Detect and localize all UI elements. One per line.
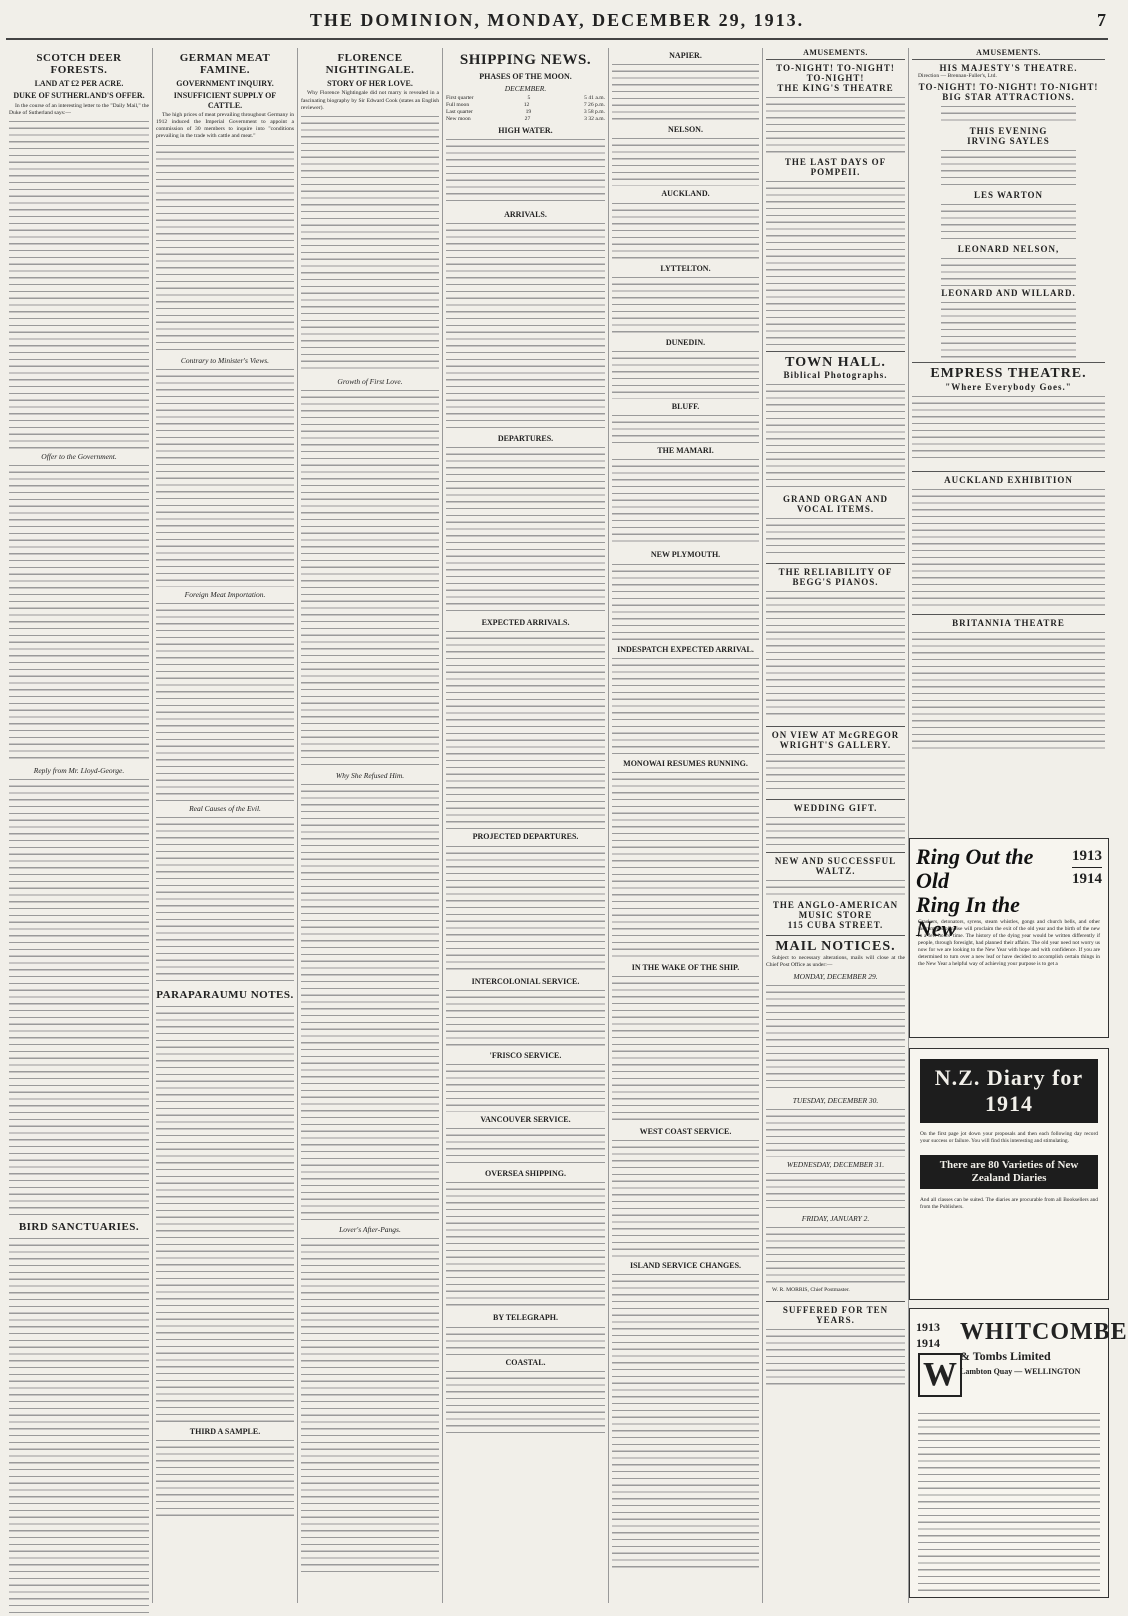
shipping-text <box>612 656 759 756</box>
masthead-rule <box>6 38 1108 40</box>
performer-leonard-willard: LEONARD AND WILLARD. <box>941 288 1076 299</box>
advert-britannia: BRITANNIA THEATRE <box>912 614 1105 755</box>
advert-pompeii: THE LAST DAYS OF POMPEII. <box>784 157 887 177</box>
diary-banner: N.Z. Diary for 1914 <box>920 1059 1098 1123</box>
article-body-text <box>301 114 439 374</box>
advert-waltz: NEW AND SUCCESSFUL WALTZ. THE ANGLO-AMERICAN MUSIC STORE 115 CUBA STREET. <box>766 852 905 933</box>
advert-mcgregor-gallery: ON VIEW AT McGREGOR WRIGHT'S GALLERY. <box>766 726 905 797</box>
article-body-text <box>156 143 294 353</box>
theatre-direction: Direction — Brennan-Fuller's, Ltd. <box>918 73 997 79</box>
whitcombe-name: WHITCOMBE <box>960 1319 1128 1345</box>
shipping-text <box>612 62 759 122</box>
shipping-text <box>612 201 759 261</box>
section-wake-of-ship: IN THE WAKE OF THE SHIP. <box>631 962 740 972</box>
page-number: 7 <box>1097 10 1106 30</box>
mail-notices-intro: Subject to necessary alterations, mails will close at the Chief Post Office as under:— <box>766 954 905 968</box>
section-island-service: ISLAND SERVICE CHANGES. <box>629 1261 742 1271</box>
section-intercolonial: INTERCOLONIAL SERVICE. <box>471 976 580 986</box>
section-telegraph: BY TELEGRAPH. <box>493 1313 558 1323</box>
headline-deer-forests: SCOTCH DEER FORESTS. <box>36 52 122 77</box>
advert-nz-diary <box>909 1048 1109 1300</box>
section-first-love: Growth of First Love. <box>337 376 403 386</box>
headline-meat-famine: GERMAN MEAT FAMINE. <box>179 52 271 77</box>
whitcombe-address: Lambton Quay — WELLINGTON <box>960 1367 1081 1376</box>
masthead <box>0 4 1114 40</box>
shipping-text <box>612 1138 759 1258</box>
advert-text <box>766 95 905 155</box>
article-body-text <box>9 463 149 763</box>
diary-footer-text: And all classes can be suited. The diaries are procurable from all Booksellers and from the Publishers. <box>920 1197 1098 1210</box>
port-lyttelton: LYTTELTON. <box>660 263 711 273</box>
mail-signoff: W. R. MORRIS, Chief Postmaster. <box>772 1287 850 1294</box>
headline-bird-sanctuaries: BIRD SANCTUARIES. <box>18 1220 140 1233</box>
section-departures: DEPARTURES. <box>497 434 554 444</box>
port-nelson: NELSON. <box>668 125 703 135</box>
advert-kings-theatre: THE KING'S THEATRE <box>777 83 894 93</box>
ring-body-text: Crackers, detonators, syrens, steam whistles, gongs and church bells, and other instruments of noise will proclaim the exit of the old year and the birth of the new in a few hours' time. The history of the dying year would be written differently if people, through foresight, had planned their affairs. The old year need not worry us now for we are looking to the New Year with hope and with confidence. If you are determined to turn over a new leaf or have decided to accomplish certain things in the New Year a helpful way of achieving your purpose is to get a <box>918 919 1100 967</box>
section-vancouver: VANCOUVER SERVICE. <box>480 1115 571 1124</box>
shipping-text <box>446 1062 605 1112</box>
mail-day-heading: TUESDAY, DECEMBER 30. <box>792 1096 879 1106</box>
subhead-cattle: INSUFFICIENT SUPPLY OF CATTLE. <box>173 91 277 110</box>
port-bluff: BLUFF. <box>671 401 700 411</box>
column-meat-famine <box>152 48 297 1603</box>
shipping-text <box>446 844 605 974</box>
advert-third-sample: THIRD A SAMPLE. <box>189 1426 261 1436</box>
section-mamari: THE MAMARI. <box>657 446 714 456</box>
advert-town-hall: TOWN HALL. Biblical Photographs. GRAND ORGAN AND VOCAL ITEMS. <box>766 351 905 561</box>
phases-title: PHASES OF THE MOON. <box>479 71 572 81</box>
shipping-text <box>612 770 759 960</box>
performer-les-warton: LES WARTON <box>973 190 1044 201</box>
advert-text <box>766 179 905 349</box>
advert-beggs-pianos: THE RELIABILITY OF BEGG'S PIANOS. <box>766 563 905 724</box>
port-dunedin: DUNEDIN. <box>665 337 706 347</box>
shipping-text <box>446 221 605 431</box>
article-body-text <box>9 1236 149 1616</box>
advert-tonight: TO-NIGHT! TO-NIGHT! TO-NIGHT! <box>776 63 895 83</box>
amusements-title: AMUSEMENTS. <box>912 48 1105 60</box>
advert-auckland-exhibition: AUCKLAND EXHIBITION <box>912 471 1105 612</box>
subhead-duke-offer: DUKE OF SUTHERLAND'S OFFER. <box>13 91 145 101</box>
article-body-text <box>156 601 294 801</box>
moon-phase-row: Last quarter 19 3 58 p.m. <box>446 108 605 115</box>
section-indespatch: INDESPATCH EXPECTED ARRIVAL. <box>617 644 754 654</box>
whitcombe-body-text <box>918 1411 1100 1591</box>
mail-notices <box>766 935 905 1299</box>
advert-whitcombe-tombs <box>909 1308 1128 1598</box>
ring-headline: Ring Out the Old Ring In the New <box>916 844 1034 941</box>
column-amusements-left <box>762 48 908 1603</box>
whitcombe-subname: & Tombs Limited <box>960 1349 1051 1363</box>
column-shipping-cont <box>608 48 762 1603</box>
shipping-text <box>446 445 605 615</box>
mail-day-heading: MONDAY, DECEMBER 29. <box>793 972 878 982</box>
shipping-text <box>446 988 605 1048</box>
section-monowai: MONOWAI RESUMES RUNNING. <box>623 758 748 768</box>
performer-leonard-nelson: LEONARD NELSON, <box>957 244 1060 255</box>
port-napier: NAPIER. <box>669 51 702 60</box>
section-high-water: HIGH WATER. <box>498 125 553 135</box>
article-body-text <box>301 782 439 1222</box>
shipping-text <box>612 136 759 186</box>
section-offer-government: Offer to the Government. <box>41 451 117 461</box>
article-body-text <box>156 1004 294 1424</box>
advert-empress: EMPRESS THEATRE. "Where Everybody Goes." <box>912 362 1105 468</box>
headline-nightingale: FLORENCE NIGHTINGALE. <box>325 52 415 77</box>
headline-shipping: SHIPPING NEWS. <box>459 52 592 68</box>
whitcombe-logo-icon: W <box>918 1353 962 1397</box>
column-nightingale <box>297 48 442 1603</box>
moon-phase-row: First quarter 5 5 41 a.m. <box>446 94 605 101</box>
port-new-plymouth: NEW PLYMOUTH. <box>650 550 721 560</box>
shipping-text <box>612 1272 759 1572</box>
column-shipping <box>442 48 608 1603</box>
advert-suffered: SUFFERED FOR TEN YEARS. <box>766 1301 905 1392</box>
article-body-text <box>9 777 149 1217</box>
section-expected: EXPECTED ARRIVALS. <box>481 618 570 628</box>
section-west-coast: WEST COAST SERVICE. <box>639 1127 732 1137</box>
article-body-text <box>156 1438 294 1518</box>
performer-irving-sayles: IRVING SAYLES <box>967 136 1050 147</box>
shipping-text <box>446 629 605 829</box>
moon-phase-row: Full moon 12 7 26 p.m. <box>446 101 605 108</box>
section-real-causes: Real Causes of the Evil. <box>189 803 261 813</box>
section-frisco: 'FRISCO SERVICE. <box>489 1050 562 1060</box>
moon-phases-table <box>446 95 605 123</box>
diary-varieties-banner: There are 80 Varieties of New Zealand Diaries <box>920 1155 1098 1189</box>
subhead-government-inquiry: GOVERNMENT INQUIRY. <box>176 79 274 89</box>
section-after-pangs: Lover's After-Pangs. <box>339 1224 401 1234</box>
shipping-text <box>612 349 759 399</box>
shipping-text <box>612 413 759 443</box>
article-lead: The high prices of meat prevailing throughout Germany in 1912 induced the Imperial Government to appoint a commission of 30 members to inquire into "conditions prevailing in the trade with cattle and meat." <box>156 111 294 140</box>
section-coastal: COASTAL. <box>505 1357 546 1367</box>
shipping-text <box>612 275 759 335</box>
mail-day-heading: WEDNESDAY, DECEMBER 31. <box>786 1160 885 1170</box>
column-amusements-right <box>908 48 1128 1603</box>
shipping-text <box>446 1325 605 1355</box>
shipping-text <box>446 1126 605 1166</box>
shipping-text <box>612 974 759 1124</box>
phases-month: DECEMBER. <box>504 83 547 93</box>
article-lead: In the course of an interesting letter to the "Daily Mail," the Duke of Sutherland says:— <box>9 102 149 116</box>
diary-body-text: On the first page jot down your proposals and then each following day record your success or failure. You will find this interesting and stimulating. <box>920 1131 1098 1144</box>
advert-wedding-gift: WEDDING GIFT. <box>766 799 905 850</box>
article-body-text <box>156 815 294 985</box>
article-body-text <box>301 1236 439 1576</box>
article-lead: Why Florence Nightingale did not marry is revealed in a fascinating biography by Sir Edward Cook (states an English reviewer). <box>301 90 439 111</box>
his-majestys-theatre: HIS MAJESTY'S THEATRE. <box>939 63 1078 73</box>
shipping-text <box>612 457 759 547</box>
shipping-text <box>612 562 759 642</box>
section-oversea: OVERSEA SHIPPING. <box>485 1169 566 1179</box>
section-refused: Why She Refused Him. <box>335 770 405 780</box>
article-body-text <box>301 388 439 768</box>
mail-notices-title: MAIL NOTICES. <box>775 939 896 955</box>
shipping-text <box>446 137 605 207</box>
section-minister-views: Contrary to Minister's Views. <box>180 355 270 365</box>
amusements-title: AMUSEMENTS. <box>766 48 905 60</box>
subhead-story-love: STORY OF HER LOVE. <box>327 79 413 89</box>
ring-years: 1913 1914 <box>1072 848 1102 887</box>
section-foreign-meat: Foreign Meat Importation. <box>184 589 266 599</box>
moon-phase-row: New moon 27 3 32 a.m. <box>446 115 605 122</box>
masthead-title: THE DOMINION, MONDAY, DECEMBER 29, 1913. <box>309 10 805 30</box>
whitcombe-years: 1913 1914 <box>916 1320 940 1350</box>
section-projected: PROJECTED DEPARTURES. <box>472 832 579 842</box>
this-evening: THIS EVENING <box>969 126 1048 137</box>
section-arrivals: ARRIVALS. <box>504 209 547 219</box>
advert-ring-out-old <box>909 838 1109 1038</box>
subhead-land-price: LAND AT £2 PER ACRE. <box>34 79 124 89</box>
article-body-text <box>156 367 294 587</box>
headline-paraparaumu: PARAPARAUMU NOTES. <box>156 988 294 1001</box>
shipping-text <box>446 1180 605 1310</box>
column-deer-forests <box>6 48 152 1603</box>
section-reply-lloyd-george: Reply from Mr. Lloyd-George. <box>33 765 125 775</box>
article-body-text <box>9 119 149 449</box>
tonight-banner: TO-NIGHT! TO-NIGHT! TO-NIGHT! <box>918 82 1099 93</box>
big-star-attractions: BIG STAR ATTRACTIONS. <box>942 92 1075 103</box>
port-auckland: AUCKLAND. <box>661 189 710 199</box>
shipping-text <box>446 1369 605 1439</box>
mail-day-heading: FRIDAY, JANUARY 2. <box>801 1214 870 1224</box>
